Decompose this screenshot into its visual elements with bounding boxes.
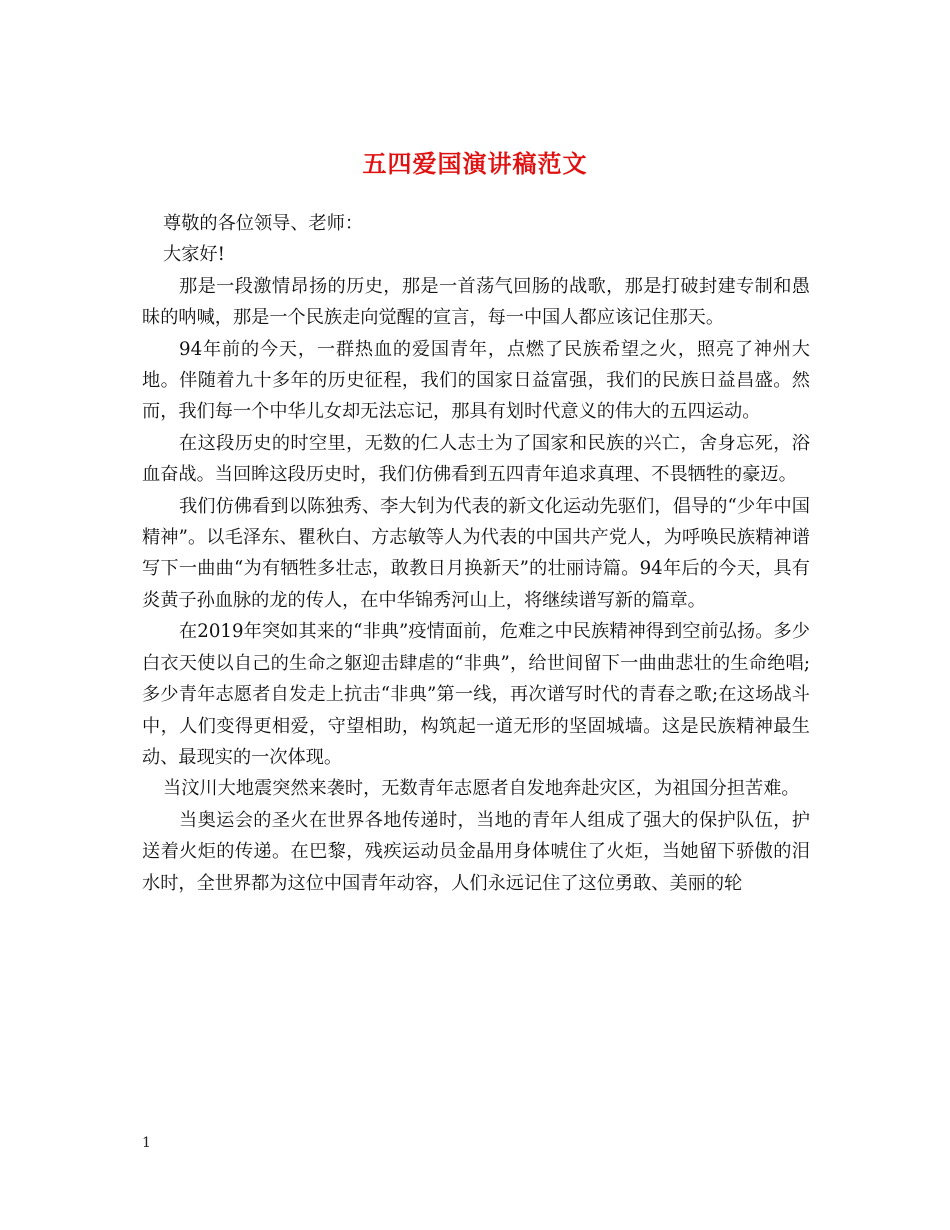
paragraph: 当汶川大地震突然来袭时，无数青年志愿者自发地奔赴灾区，为祖国分担苦难。 xyxy=(163,778,800,800)
paragraph: 在2019年突如其来的“非典”疫情面前，危难之中民族精神得到空前弘扬。多少白衣天使以自己的生命之躯迎击肆虐的“非典”，给世间留下一曲曲悲壮的生命绝唱;多少青年志愿者自发走上抗击“非典”第一线，再次谱写时代的青春之歌;在这场战斗中，人们变得更相爱，守望相助，构筑起一道无形的坚固城墙。这是民族精神最生动、最现实的一次体现。 xyxy=(142,621,810,768)
document-title: 五四爱国演讲稿范文 xyxy=(362,149,588,179)
paragraph: 我们仿佛看到以陈独秀、李大钊为代表的新文化运动先驱们，倡导的“少年中国精神”。以毛泽东、瞿秋白、方志敏等人为代表的中国共产党人，为呼唤民族精神谱写下一曲曲“为有牺牲多壮志，敢教日月换新天”的壮丽诗篇。94年后的今天，具有炎黄子孙血脉的龙的传人，在中华锦秀河山上，将继续谱写新的篇章。 xyxy=(142,495,810,611)
paragraph-greeting: 大家好! xyxy=(163,244,225,266)
document-body xyxy=(142,208,810,899)
page-number: 1 xyxy=(142,1135,151,1151)
paragraph-salutation: 尊敬的各位领导、老师： xyxy=(163,213,364,234)
paragraph: 在这段历史的时空里，无数的仁人志士为了国家和民族的兴亡，舍身忘死，浴血奋战。当回眸这段历史时，我们仿佛看到五四青年追求真理、不畏牺牲的豪迈。 xyxy=(142,432,810,486)
paragraph: 当奥运会的圣火在世界各地传递时，当地的青年人组成了强大的保护队伍，护送着火炬的传递。在巴黎，残疾运动员金晶用身体唬住了火炬，当她留下骄傲的泪水时，全世界都为这位中国青年动容，人们永远记住了这位勇敢、美丽的轮 xyxy=(142,809,810,894)
paragraph: 那是一段激情昂扬的历史，那是一首荡气回肠的战歌，那是打破封建专制和愚昧的呐喊，那是一个民族走向觉醒的宣言，每一中国人都应该记住那天。 xyxy=(142,275,810,329)
paragraph: 94年前的今天，一群热血的爱国青年，点燃了民族希望之火，照亮了神州大地。伴随着九十多年的历史征程，我们的国家日益富强，我们的民族日益昌盛。然而，我们每一个中华儿女却无法忘记，那具有划时代意义的伟大的五四运动。 xyxy=(142,338,810,423)
